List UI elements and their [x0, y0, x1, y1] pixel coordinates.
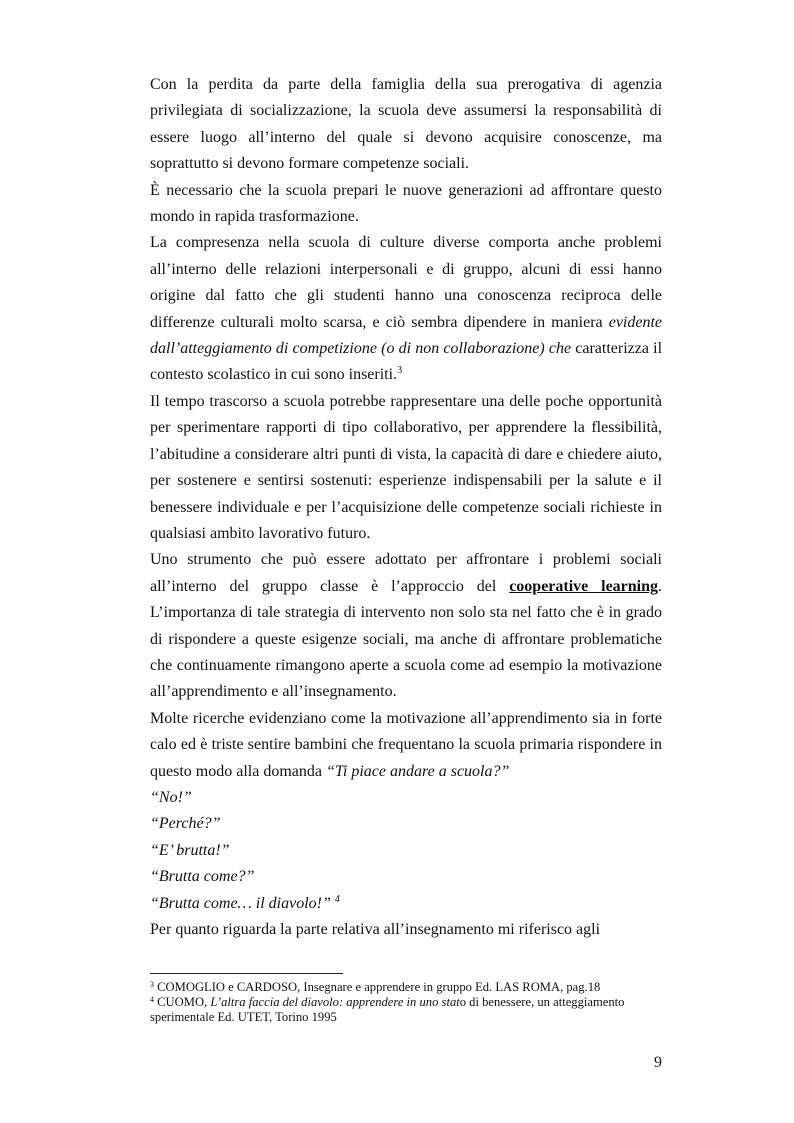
dialogue-line-last [150, 891, 662, 917]
page-number: 9 [654, 1054, 662, 1071]
footnote-3-text: COMOGLIO e CARDOSO, Insegnare e apprendere in gruppo Ed. LAS ROMA, pag.18 [157, 980, 601, 994]
paragraph-cooperative-end: . L’importanza di tale strategia di intervento non solo sta nel fatto che è in grado di rispondere a queste esigenze sociali, ma anche di affrontare problematiche che continuamente rimangono aperte a scuola come ad esempio la motivazione all’apprendimento e all’insegnamento. [150, 577, 663, 701]
body-text [150, 72, 662, 943]
paragraph-cultures-end: caratterizza il contesto scolastico in cui sono inseriti. [150, 340, 663, 384]
dialogue-line: “E’ brutta!” [150, 841, 230, 859]
paragraph-motivation [150, 706, 662, 785]
footnote-ref-4[interactable]: 4 [334, 893, 340, 905]
paragraph-teaching: Per quanto riguarda la parte relativa all’insegnamento mi riferisco agli [150, 921, 601, 938]
question-quote: “Ti piace andare a scuola?” [325, 762, 510, 780]
dialogue-line: “Perché?” [150, 815, 221, 833]
paragraph-motivation-text: Molte ricerche evidenziano come la motivazione all’apprendimento sia in forte calo ed è triste sentire bambini che frequentano la scuola primaria rispondere in questo modo alla domanda [150, 709, 662, 780]
paragraph-cultures-text: La compresenza nella scuola di culture diverse comporta anche problemi all’interno delle relazioni interpersonali e di gruppo, alcuni di essi hanno origine dal fatto che gli studenti hanno una conoscenza reciproca delle differenze culturali molto scarsa, e ciò sembra dipendere in maniera [150, 234, 662, 331]
footnote-4 [150, 995, 662, 1025]
dialogue-line: “No!” [150, 788, 192, 806]
footnote-4-author: CUOMO, [157, 995, 208, 1010]
dialogue-line: “Brutta come?” [150, 868, 255, 886]
paragraph-cultures [150, 230, 662, 388]
footnote-4-number: 4 [150, 995, 154, 1005]
footnote-4-rest: o di benessere, un atteggiamento sperimentale Ed. UTET, Torino 1995 [150, 995, 625, 1025]
paragraph-new-generations: È necessario che la scuola prepari le nuove generazioni ad affrontare questo mondo in rapida trasformazione. [150, 181, 662, 226]
footnote-separator [150, 973, 343, 974]
paragraph-cultures-italic: evidente dall’atteggiamento di competizione (o di non collaborazione) che [150, 313, 663, 358]
paragraph-cooperative-learning [150, 547, 662, 705]
paragraph-family-socialization: Con la perdita da parte della famiglia della sua prerogativa di agenzia privilegiata di socializzazione, la scuola deve assumersi la responsabilità di essere luogo all’interno del quale si devono acquisire conoscenze, ma soprattutto si devono formare competenze sociali. [150, 76, 662, 173]
footnote-ref-3[interactable]: 3 [397, 365, 403, 377]
cooperative-learning-link[interactable]: cooperative learning [509, 577, 659, 595]
dialogue-line-text: “Brutta come… il diavolo!” [150, 894, 331, 912]
paragraph-cooperative-text: Uno strumento che può essere adottato per affrontare i problemi sociali all’interno del gruppo classe è l’approccio del [150, 551, 662, 595]
paragraph-school-time: Il tempo trascorso a scuola potrebbe rappresentare una delle poche opportunità per sperimentare rapporti di tipo collaborativo, per apprendere la flessibilità, l’abitudine a considerare altri punti di vista, la capacità di dare e chiedere aiuto, per sostenere e sentirsi sostenuti: esperienze indispensabili per la salute e il benessere individuale e per l’acquisizione delle competenze sociali richieste in qualsiasi ambito lavorativo futuro. [150, 392, 662, 542]
footnote-3-number: 3 [150, 980, 154, 989]
footnotes [150, 980, 662, 1026]
footnote-3 [150, 980, 662, 995]
footnote-4-title: L’altra faccia del diavolo: apprendere in uno stat [210, 995, 460, 1010]
